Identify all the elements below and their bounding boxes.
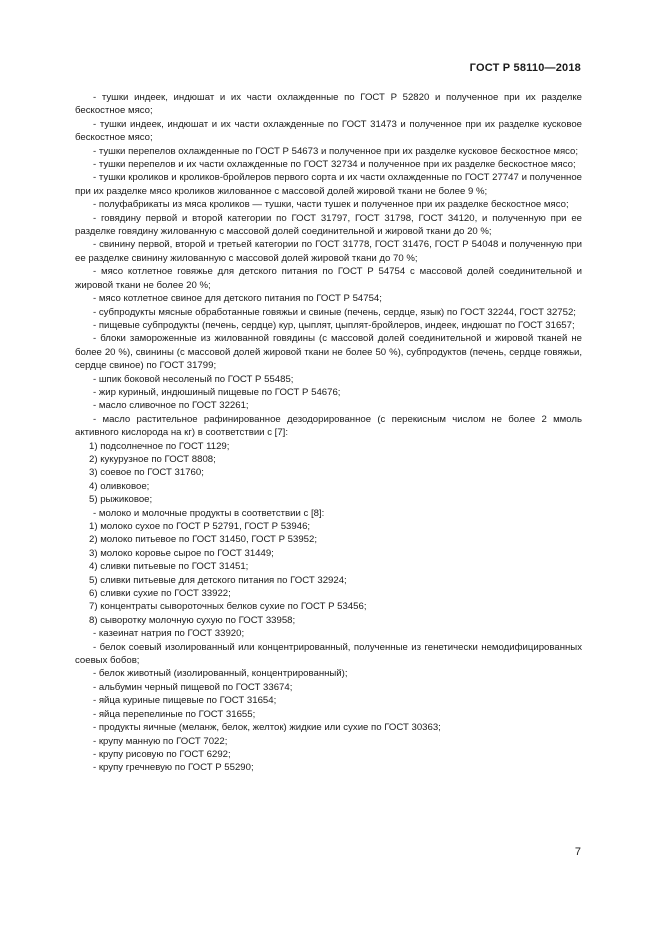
list-item: - тушки перепелов охлажденные по ГОСТ Р 54673 и полученное при их разделке кусковое бескостное мясо; <box>93 145 579 157</box>
numbered-item: 3) молоко коровье сырое по ГОСТ 31449; <box>89 547 274 559</box>
list-item: - яйца куриные пищевые по ГОСТ 31654; <box>93 695 277 707</box>
list-item: - масло растительное рафинированное дезодорированное (с перекисным числом не более 2 ммоль активного кислорода на кг) в соответствии с [7]: <box>75 413 582 439</box>
document-code: ГОСТ Р 58110—2018 <box>469 62 581 74</box>
list-item: - говядину первой и второй категории по ГОСТ 31797, ГОСТ 31798, ГОСТ 34120, и полученную при ее разделке говядину жилованную с массовой долей соединительной и жировой ткани до 20 %; <box>75 212 582 238</box>
list-item: - блоки замороженные из жилованной говядины (с массовой долей соединительной и жировой тканей не более 20 %), свинины (с массовой долей жировой ткани не более 50 %), субпродуктов (печень, сердце говяжьи, сердце свиное) по ГОСТ 31799; <box>75 333 582 372</box>
list-item: - альбумин черный пищевой по ГОСТ 33674; <box>93 681 293 693</box>
numbered-item: 1) молоко сухое по ГОСТ Р 52791, ГОСТ Р 53946; <box>89 521 311 532</box>
list-item: - тушки индеек, индюшат и их части охлажденные по ГОСТ 31473 и полученное при их разделке кусковое бескостное мясо; <box>75 118 582 144</box>
numbered-item: 8) сыворотку молочную сухую по ГОСТ 33958; <box>89 614 296 626</box>
page-number: 7 <box>574 846 581 858</box>
list-item: - тушки кроликов и кроликов-бройлеров первого сорта и их части охлажденные по ГОСТ 27747 и полученное при их разделке мясо кроликов жилованное с массовой долей жировой ткани не более 9 %; <box>75 172 582 197</box>
list-item: - крупу манную по ГОСТ 7022; <box>93 735 228 747</box>
document-body <box>75 91 582 775</box>
list-item: - крупу рисовую по ГОСТ 6292; <box>93 748 231 760</box>
numbered-item: 6) сливки сухие по ГОСТ 33922; <box>89 588 231 600</box>
list-item: - масло сливочное по ГОСТ 32261; <box>93 400 249 412</box>
list-item: - продукты яичные (меланж, белок, желток) жидкие или сухие по ГОСТ 30363; <box>93 722 441 734</box>
numbered-item: 3) соевое по ГОСТ 31760; <box>89 467 204 479</box>
numbered-item: 5) рыжиковое; <box>89 494 153 506</box>
numbered-item: 1) подсолнечное по ГОСТ 1129; <box>89 440 230 452</box>
list-item: - шпик боковой несоленый по ГОСТ Р 55485; <box>93 373 294 385</box>
list-item: - яйца перепелиные по ГОСТ 31655; <box>93 708 256 720</box>
list-item: - казеинат натрия по ГОСТ 33920; <box>93 628 245 640</box>
list-item: - молоко и молочные продукты в соответствии с [8]: <box>93 507 325 519</box>
list-item: - пищевые субпродукты (печень, сердце) кур, цыплят, цыплят-бройлеров, индеек, индюшат по ГОСТ 31657; <box>93 319 575 331</box>
numbered-item: 5) сливки питьевые для детского питания по ГОСТ 32924; <box>89 574 347 586</box>
list-item: - крупу гречневую по ГОСТ Р 55290; <box>93 762 254 774</box>
list-item: - мясо котлетное говяжье для детского питания по ГОСТ Р 54754 с массовой долей соединительной и жировой ткани не более 20 %; <box>75 266 582 291</box>
list-item: - белок соевый изолированный или концентрированный, полученные из генетически немодифицированных соевых бобов; <box>75 641 582 667</box>
list-item: - тушки индеек, индюшат и их части охлажденные по ГОСТ Р 52820 и полученное при их разделке бескостное мясо; <box>75 92 582 117</box>
list-item: - свинину первой, второй и третьей категории по ГОСТ 31778, ГОСТ 31476, ГОСТ Р 54048 и полученную при ее разделке свинину жилованную с массовой долей жировой ткани до 70 %; <box>75 239 582 264</box>
list-item: - тушки перепелов и их части охлажденные по ГОСТ 32734 и полученное при их разделке бескостное мясо; <box>93 159 576 171</box>
numbered-item: 4) сливки питьевые по ГОСТ 31451; <box>89 561 249 573</box>
numbered-item: 2) молоко питьевое по ГОСТ 31450, ГОСТ Р 53952; <box>89 534 317 546</box>
numbered-item: 7) концентраты сывороточных белков сухие по ГОСТ Р 53456; <box>89 601 367 613</box>
list-item: - субпродукты мясные обработанные говяжьи и свиные (печень, сердце, язык) по ГОСТ 32244, ГОСТ 32752; <box>93 306 576 318</box>
numbered-item: 4) оливковое; <box>89 480 150 492</box>
list-item: - полуфабрикаты из мяса кроликов — тушки, части тушек и полученное при их разделке бескостное мясо; <box>93 199 569 211</box>
list-item: - жир куриный, индюшиный пищевые по ГОСТ Р 54676; <box>93 386 341 398</box>
list-item: - белок животный (изолированный, концентрированный); <box>93 668 348 680</box>
numbered-item: 2) кукурузное по ГОСТ 8808; <box>89 453 216 465</box>
list-item: - мясо котлетное свиное для детского питания по ГОСТ Р 54754; <box>93 293 382 305</box>
